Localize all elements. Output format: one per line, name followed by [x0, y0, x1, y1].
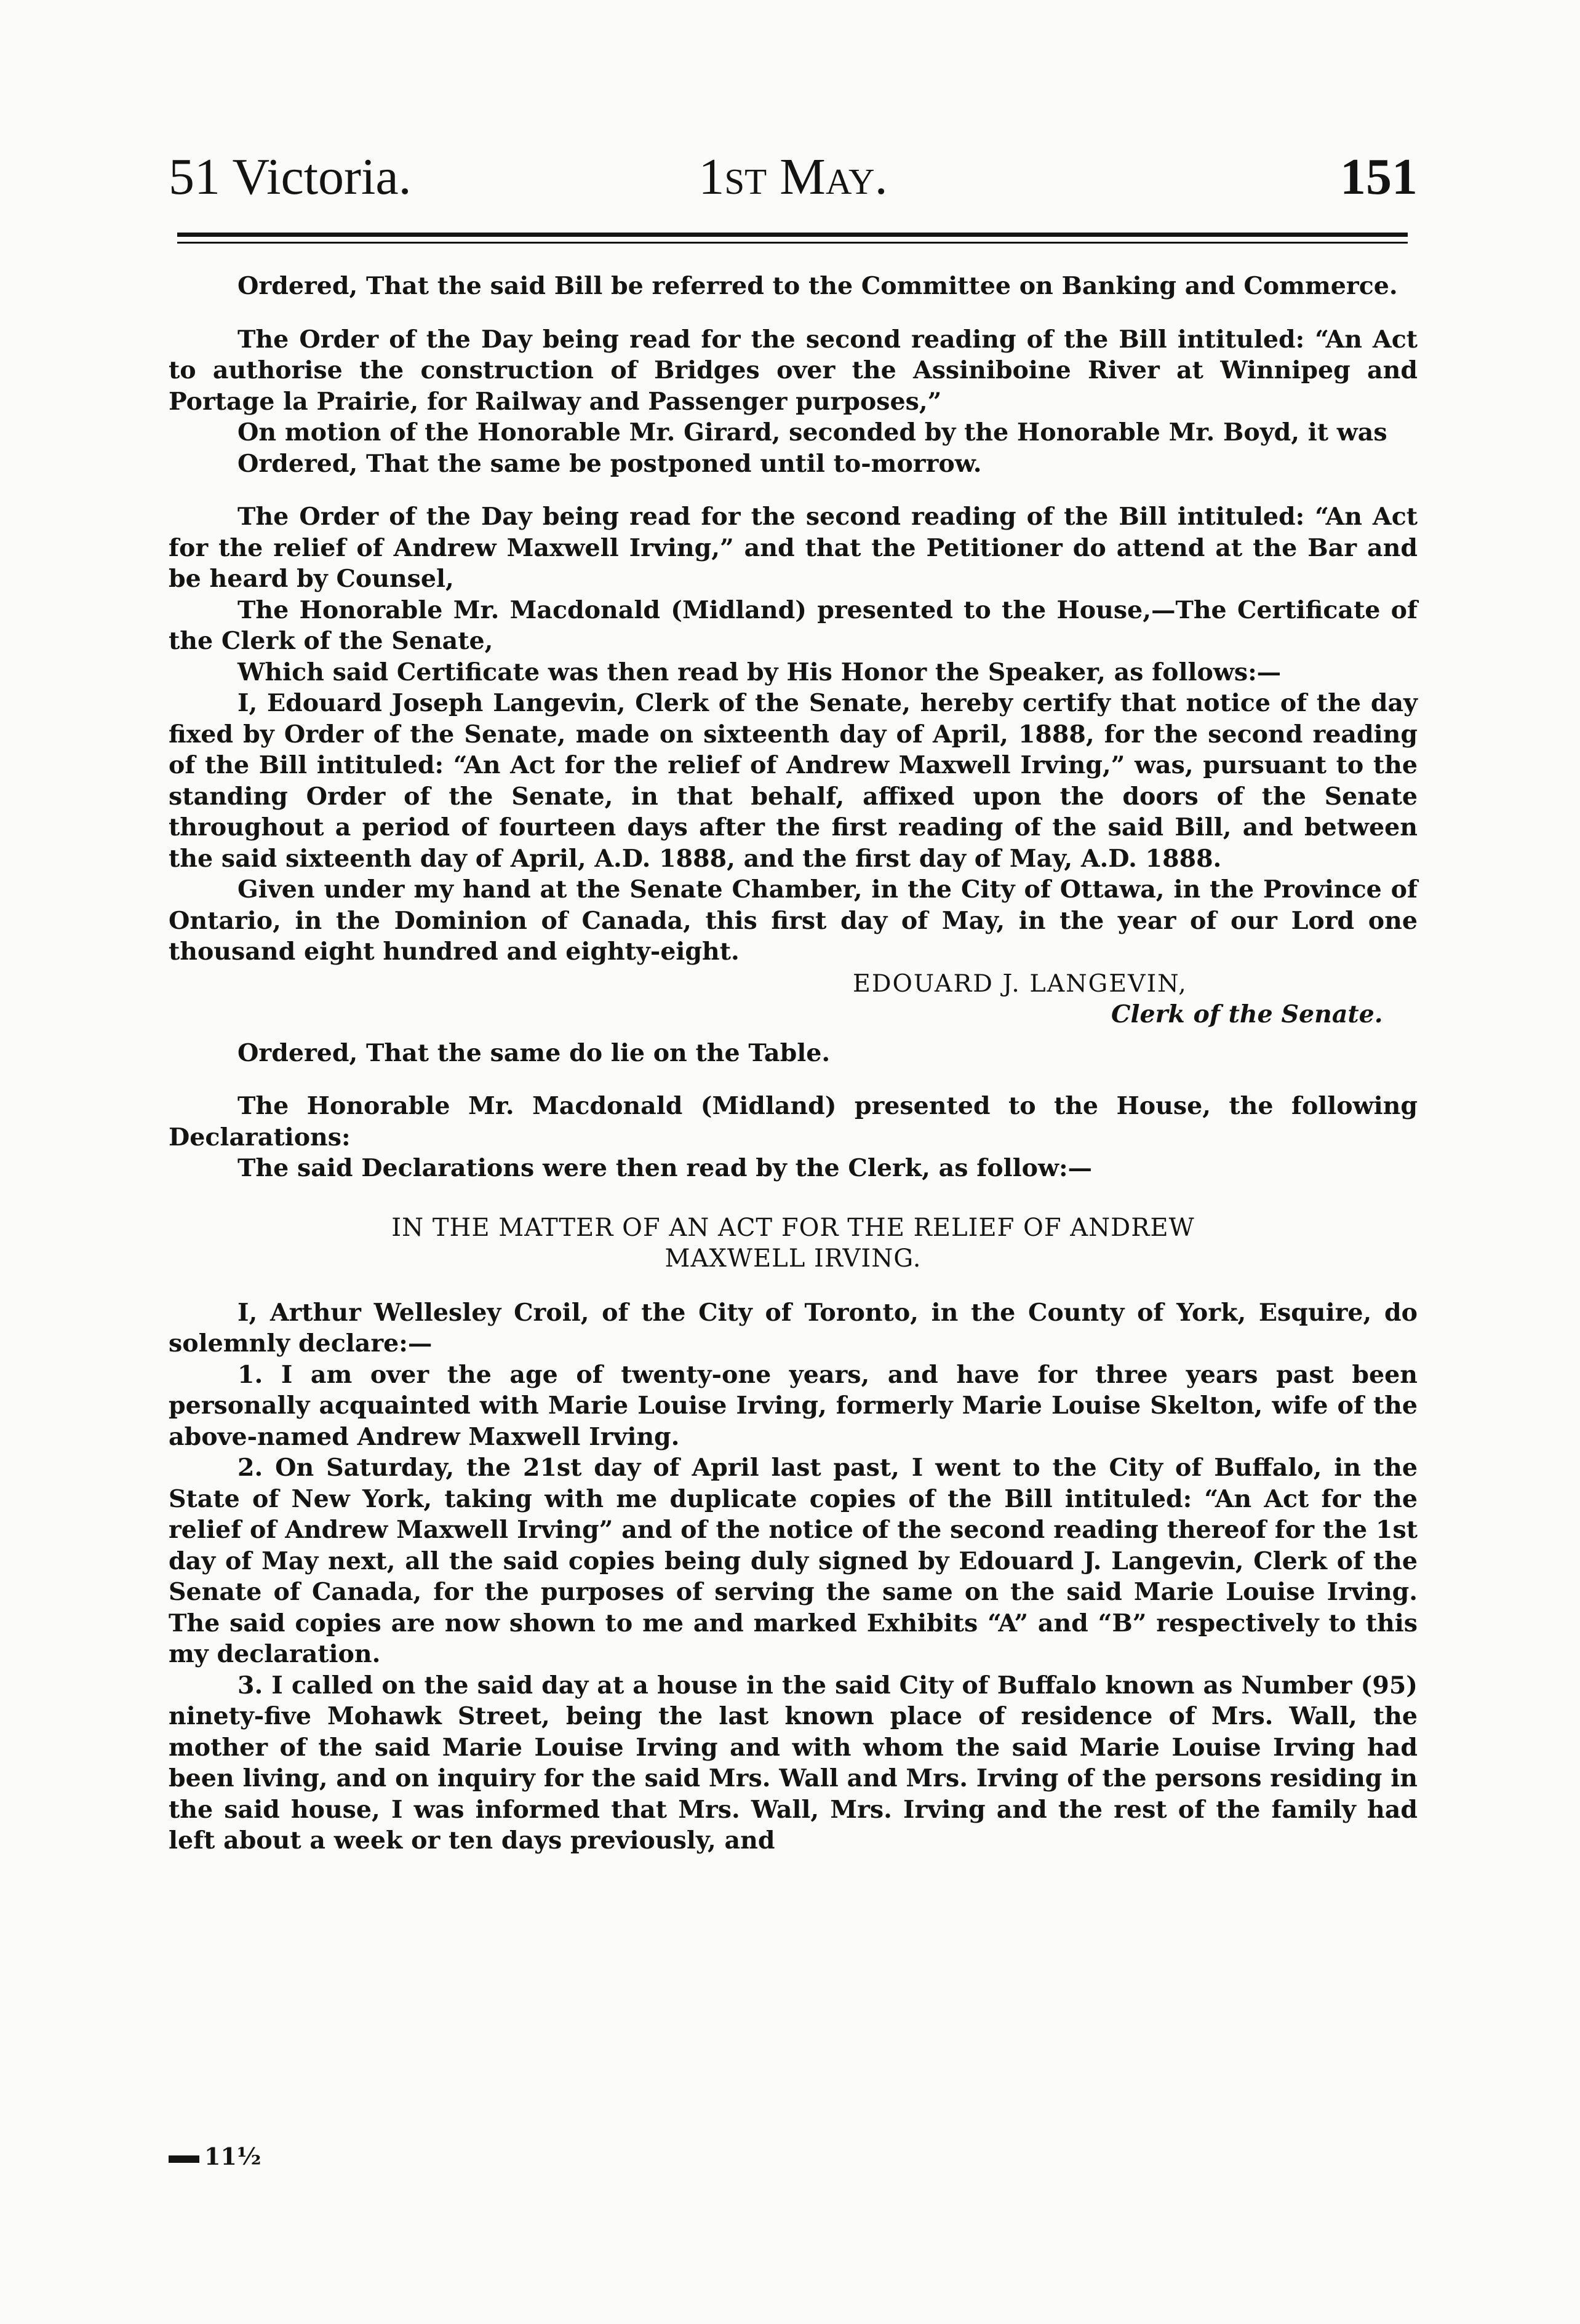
- header-rule-thick: [177, 233, 1408, 237]
- header-session: 51 Victoria.: [169, 148, 412, 205]
- signature-name: EDOUARD J. LANGEVIN,: [853, 969, 1187, 998]
- certificate-text: Given under my hand at the Senate Chamber, in the City of Ottawa, in the Province of Ontario, in the Dominion of Canada, this first day of May, in the year of our Lord one thousand eight hundred and eighty-eight.: [169, 875, 1418, 966]
- paragraph: Ordered, That the said Bill be referred to the Committee on Banking and Commerce.: [237, 272, 1398, 300]
- sheet-signature-number: 11½: [204, 2143, 261, 2170]
- document-body: [169, 271, 1418, 1856]
- paragraph: The Order of the Day being read for the second reading of the Bill intituled: “An Act for the relief of Andrew Maxwell Irving,” and that the Petitioner do attend at the Bar and be heard by Counsel,: [169, 503, 1418, 593]
- heading-line: IN THE MATTER OF AN ACT FOR THE RELIEF OF ANDREW: [391, 1213, 1195, 1242]
- certificate-text: I, Edouard Joseph Langevin, Clerk of the Senate, hereby certify that notice of the day fixed by Order of the Senate, made on sixteenth day of April, 1888, for the second reading of the Bill intituled: “An Act for the relief of Andrew Maxwell Irving,” was, pursuant to the standing Order of the Senate, in that behalf, affixed upon the doors of the Senate throughout a period of fourteen days after the first reading of the said Bill, and between the said sixteenth day of April, A.D. 1888, and the first day of May, A.D. 1888.: [169, 689, 1418, 873]
- paragraph: Which said Certificate was then read by His Honor the Speaker, as follows:—: [237, 658, 1282, 686]
- paragraph: On motion of the Honorable Mr. Girard, seconded by the Honorable Mr. Boyd, it was: [237, 418, 1387, 447]
- sheet-signature: [169, 2142, 261, 2171]
- paragraph: The Honorable Mr. Macdonald (Midland) presented to the House,—The Certificate of the Clerk of the Senate,: [169, 595, 1418, 655]
- declaration-item: 1. I am over the age of twenty-one years, and have for three years past been personally acquainted with Marie Louise Irving, formerly Marie Louise Skelton, wife of the above-named Andrew Maxwell Irving.: [169, 1360, 1418, 1451]
- section-heading: [169, 1212, 1418, 1274]
- paragraph: The Order of the Day being read for the second reading of the Bill intituled: “An Act to authorise the construction of Bridges over the Assiniboine River at Winnipeg and Portage la Prairie, for Railway and Passenger purposes,”: [169, 325, 1418, 416]
- declaration-item: 3. I called on the said day at a house in the said City of Buffalo known as Number (95) ninety-five Mohawk Street, being the last known place of residence of Mrs. Wall, the mother of the said Marie Louise Irving and with whom the said Marie Louise Irving had been living, and on inquiry for the said Mrs. Wall and Mrs. Irving of the persons residing in the said house, I was informed that Mrs. Wall, Mrs. Irving and the rest of the family had left about a week or ten days previously, and: [169, 1671, 1418, 1855]
- signature-title: Clerk of the Senate.: [1111, 1000, 1383, 1029]
- header-date: 1st May.: [698, 148, 888, 205]
- running-header: [169, 146, 1418, 208]
- paragraph: Ordered, That the same be postponed until to-morrow.: [237, 449, 982, 478]
- paragraph: Ordered, That the same do lie on the Table.: [237, 1038, 831, 1067]
- paragraph: The said Declarations were then read by the Clerk, as follow:—: [237, 1154, 1093, 1182]
- heading-line: MAXWELL IRVING.: [664, 1244, 922, 1273]
- paragraph: The Honorable Mr. Macdonald (Midland) presented to the House, the following Declarations:: [169, 1092, 1418, 1152]
- declaration-item: 2. On Saturday, the 21st day of April last past, I went to the City of Buffalo, in the State of New York, taking with me duplicate copies of the Bill intituled: “An Act for the relief of Andrew Maxwell Irving” and of the notice of the second reading thereof for the 1st day of May next, all the said copies being duly signed by Edouard J. Langevin, Clerk of the Senate of Canada, for the purposes of serving the same on the said Marie Louise Irving. The said copies are now shown to me and marked Exhibits “A” and “B” respectively to this my declaration.: [169, 1454, 1418, 1668]
- declaration-text: I, Arthur Wellesley Croil, of the City of Toronto, in the County of York, Esquire, do solemnly declare:—: [169, 1298, 1418, 1358]
- page-number: 151: [1340, 148, 1418, 205]
- header-rule-thin: [177, 242, 1408, 244]
- printer-mark: [169, 2155, 199, 2163]
